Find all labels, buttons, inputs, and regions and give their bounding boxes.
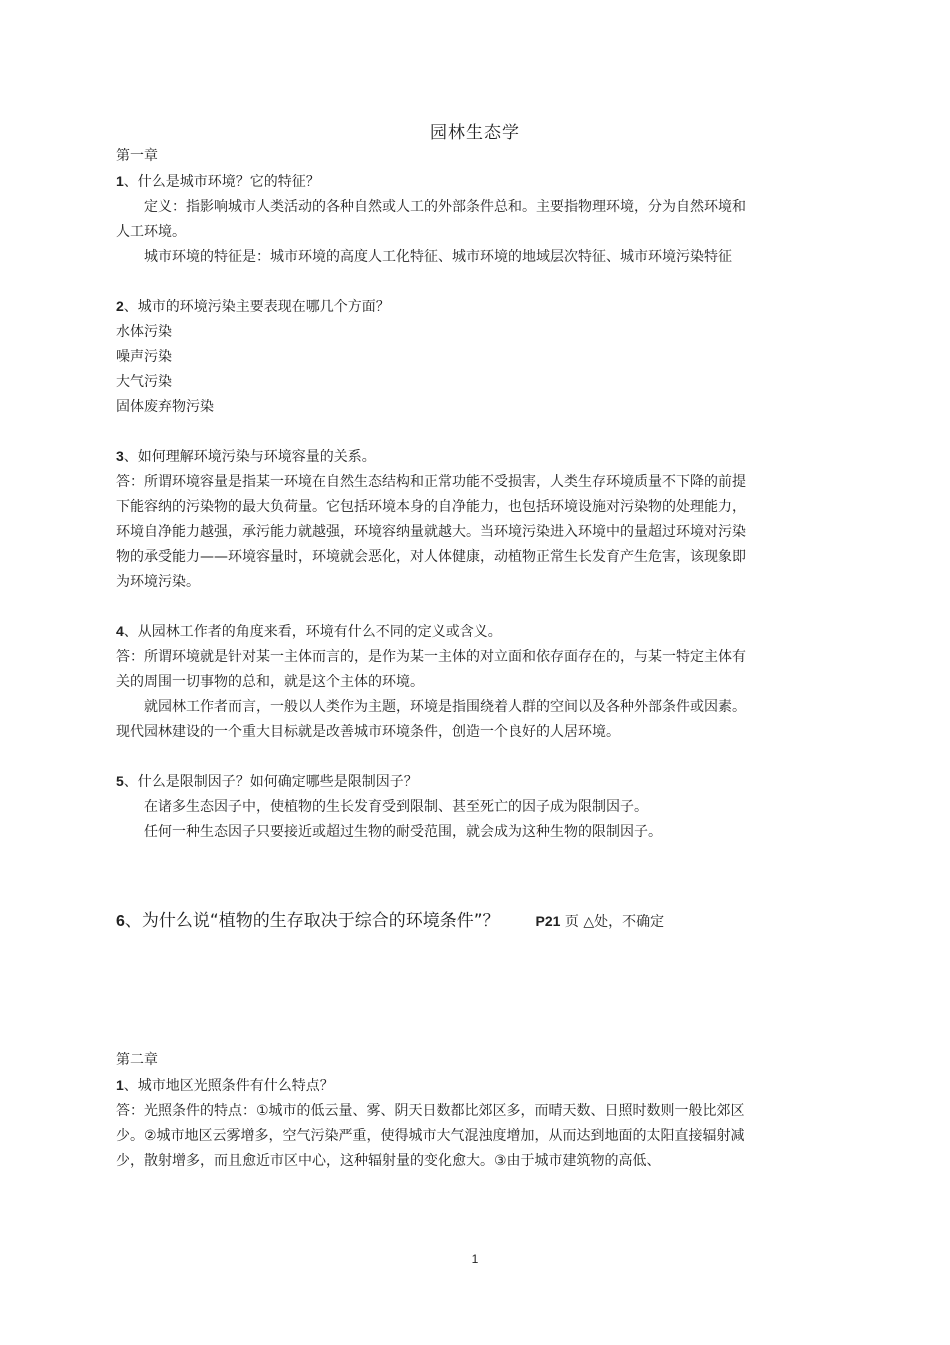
spacer [116,845,756,907]
chapter-2-heading: 第二章 [116,1052,158,1068]
question-3 [116,444,756,470]
chapter-2-question-1 [116,1073,756,1099]
question-6-reference [536,914,665,930]
chapter-2-question-1-answer: 答：光照条件的特点：①城市的低云量、雾、阴天日数都比郊区多，而晴天数、日照时数则一般比郊区少。②城市地区云雾增多，空气污染严重，使得城市大气混浊度增加，从而达到地面的太阳直接辐射减少，散射增多，而且愈近市区中心，这种辐射量的变化愈大。③由于城市建筑物的高低、 [116,1103,745,1169]
question-3-answer: 答：所谓环境容量是指某一环境在自然生态结构和正常功能不受损害，人类生存环境质量不下降的前提下能容纳的污染物的最大负荷量。它包括环境本身的自净能力，也包括环境设施对污染物的处理能力，环境自净能力越强，承污能力就越强，环境容纳量就越大。当环境污染进入环境中的量超过环境对污染物的承受能力——环境容量时，环境就会恶化，对人体健康，动植物正常生长发育产生危害，该现象即为环境污染。 [116,474,746,590]
question-2-number: 2 [116,298,124,314]
question-5-paragraph-1: 在诸多生态因子中，使植物的生长发育受到限制、甚至死亡的因子成为限制因子。 [144,799,648,815]
question-1-text: 、什么是城市环境？它的特征？ [123,174,320,190]
question-1-features: 城市环境的特征是：城市环境的高度人工化特征、城市环境的地域层次特征、城市环境污染特征 [144,249,732,265]
pollution-item: 水体污染 [116,324,172,340]
question-4 [116,619,756,645]
page-number: 1 [471,1252,479,1266]
question-3-text: 、如何理解环境污染与环境容量的关系。 [123,449,376,465]
chapter-2-question-1-number: 1 [116,1077,124,1093]
question-4-answer: 答：所谓环境就是针对某一主体而言的，是作为某一主体的对立面和依存面存在的，与某一特定主体有关的周围一切事物的总和，就是这个主体的环境。 [116,649,746,690]
question-4-text: 、从园林工作者的角度来看，环境有什么不同的定义或含义。 [123,624,502,640]
spacer [116,270,756,294]
question-3-number: 3 [116,448,124,464]
question-6 [116,907,756,936]
question-1-number: 1 [116,173,124,189]
pollution-item: 噪声污染 [116,349,172,365]
question-5-text: 、什么是限制因子？如何确定哪些是限制因子？ [123,774,418,790]
spacer [116,595,756,619]
pollution-item: 大气污染 [116,374,172,390]
question-1-definition: 定义：指影响城市人类活动的各种自然或人工的外部条件总和。主要指物理环境，分为自然环境和人工环境。 [116,199,746,240]
reference-note: 页 △处，不确定 [560,914,665,930]
question-2 [116,294,756,320]
chapter-2-question-1-text: 、城市地区光照条件有什么特点？ [123,1078,334,1094]
question-4-paragraph-2: 就园林工作者而言，一般以人类作为主题，环境是指围绕着人群的空间以及各种外部条件或因素。现代园林建设的一个重大目标就是改善城市环境条件，创造一个良好的人居环境。 [116,699,746,740]
spacer [116,420,756,444]
pollution-item: 固体废弃物污染 [116,399,214,415]
question-1 [116,169,756,195]
document-title: 园林生态学 [430,123,520,143]
chapter-1-heading: 第一章 [116,148,158,164]
question-4-number: 4 [116,623,124,639]
question-5-number: 5 [116,773,124,789]
question-6-number: 6 [116,913,125,930]
question-6-text: 、为什么说“植物的生存取决于综合的环境条件”？ [124,911,500,931]
document-body [116,144,756,1174]
spacer [116,936,756,1048]
page-reference: P21 [535,913,561,929]
question-2-text: 、城市的环境污染主要表现在哪几个方面？ [123,299,390,315]
question-5-paragraph-2: 任何一种生态因子只要接近或超过生物的耐受范围，就会成为这种生物的限制因子。 [144,824,662,840]
spacer [116,745,756,769]
question-5 [116,769,756,795]
